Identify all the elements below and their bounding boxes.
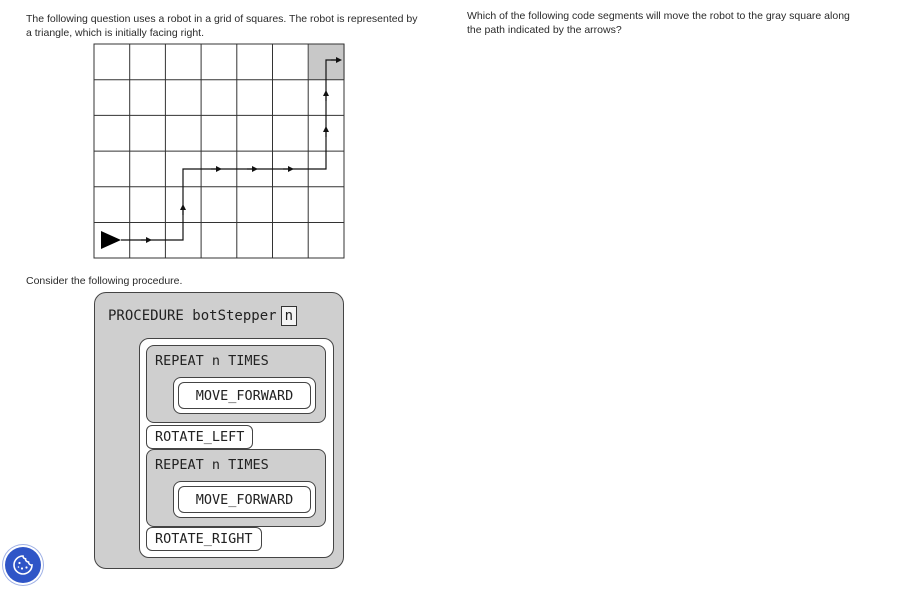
move-forward-label-2: MOVE_FORWARD <box>178 486 311 513</box>
robot-path <box>121 60 339 240</box>
repeat-block-2 <box>146 449 326 527</box>
question-intro-text: The following question uses a robot in a grid of squares. The robot is represented by a triangle, which is initially facing right. <box>26 13 418 39</box>
grid-target-square <box>309 44 345 80</box>
rotate-left-block: ROTATE_LEFT <box>146 425 253 449</box>
robot-grid <box>93 43 347 261</box>
cookie-settings-button[interactable] <box>5 547 41 583</box>
procedure-header <box>108 306 297 326</box>
move-forward-block-1 <box>173 377 316 414</box>
path-arrows <box>141 60 339 240</box>
cookie-settings-icon <box>11 553 35 577</box>
procedure-param: n <box>281 306 297 326</box>
move-forward-block-2 <box>173 481 316 518</box>
consider-text: Consider the following procedure. <box>26 275 183 287</box>
procedure-block <box>94 292 344 569</box>
repeat-label-2: REPEAT n TIMES <box>155 457 269 473</box>
grid-lines <box>94 44 344 258</box>
procedure-keyword: PROCEDURE botStepper <box>108 308 277 324</box>
procedure-body <box>139 338 334 558</box>
rotate-right-block: ROTATE_RIGHT <box>146 527 262 551</box>
question-prompt-text: Which of the following code segments will move the robot to the gray square along the path indicated by the arrows? <box>467 10 850 36</box>
robot-triangle <box>101 231 121 249</box>
move-forward-label-1: MOVE_FORWARD <box>178 382 311 409</box>
repeat-label-1: REPEAT n TIMES <box>155 353 269 369</box>
repeat-block-1 <box>146 345 326 423</box>
